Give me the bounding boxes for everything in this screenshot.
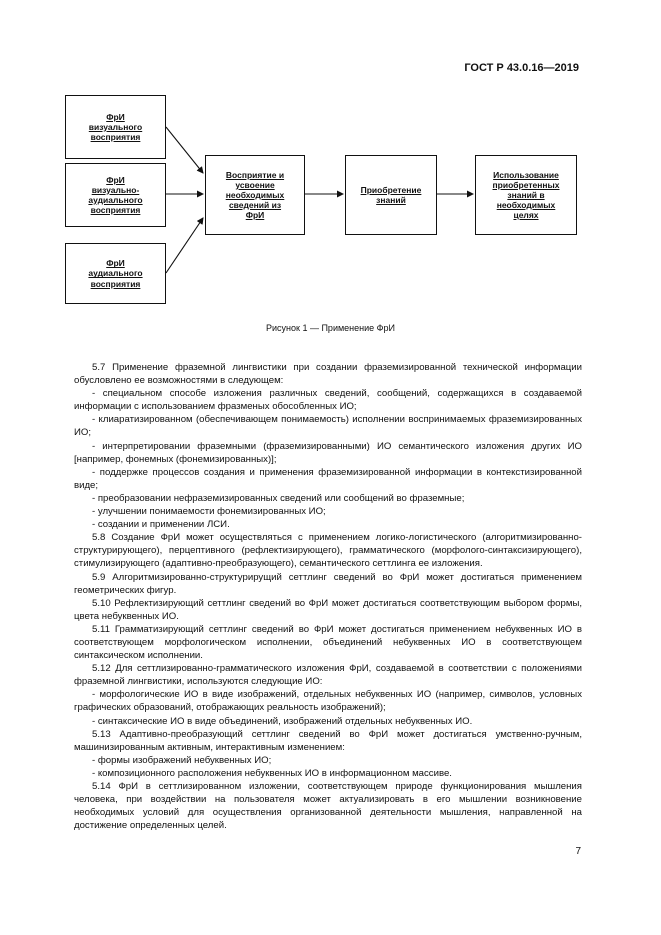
body-paragraph: 5.9 Алгоритмизированно-структурирущий сеттлинг сведений во ФрИ может достигаться применением геометрических фигур. xyxy=(74,571,582,596)
box-perception-assimilation: Восприятие и усвоение необходимых сведений из ФрИ xyxy=(205,155,305,235)
body-paragraph: 5.14 ФрИ в сеттлизированном изложении, соответствующем природе функционирования мышления человека, при воздействии на пользователя может актуализировать в его мышлении возникновение необходимых условий для осуществления организованной деятельности мышления, направленной на достижение определенных целей. xyxy=(74,781,582,832)
body-paragraph: - преобразовании нефраземизированных сведений или сообщений во фраземные; xyxy=(92,492,465,504)
body-paragraph: - поддержке процессов создания и применения фраземизированной информации в контекстизированной виде; xyxy=(74,466,582,491)
body-paragraph: - улучшении понимаемости фонемизированных ИО; xyxy=(92,506,326,518)
arrow-visual-to-perception xyxy=(166,127,203,173)
box-visual-perception: ФрИ визуального восприятия xyxy=(65,95,166,159)
body-paragraph: 5.13 Адаптивно-преобразующий сеттлинг сведений во ФрИ может достигаться умственно-ручным, машинизированным активным, интерактивным изменением: xyxy=(74,728,582,753)
box-knowledge-usage: Использование приобретенных знаний в необходимых целях xyxy=(475,155,577,235)
body-paragraph: - синтаксические ИО в виде объединений, изображений отдельных небуквенных ИО. xyxy=(92,715,473,727)
body-paragraph: - специальном способе изложения различных сведений, сообщений, содержащихся в создаваемой информации с использованием фразменых обособленных ИО; xyxy=(74,388,582,413)
figure-diagram xyxy=(0,0,661,320)
body-paragraph: - интерпретировании фраземными (фраземизированными) ИО семантического изложения других ИО [например, фонемных (фонемизированных)]; xyxy=(74,440,582,465)
figure-caption: Рисунок 1 — Применение ФрИ xyxy=(266,323,395,333)
body-paragraph: 5.11 Грамматизирующий сеттлинг сведений во ФрИ может достигаться применением небуквенных ИО в соответствующем морфологическом исполнении, объединений небуквенных ИО в соответствующем синтаксическом исполнении. xyxy=(74,623,582,662)
body-paragraph: - формы изображений небуквенных ИО; xyxy=(92,754,272,766)
body-paragraph: 5.7 Применение фраземной лингвистики при создании фраземизированной технической информации обусловлено ее возможностями в следующем: xyxy=(74,362,582,387)
page-number: 7 xyxy=(575,846,581,857)
document-standard-header: ГОСТ Р 43.0.16—2019 xyxy=(464,62,579,74)
box-audiovisual-perception: ФрИ визуально- аудиального восприятия xyxy=(65,163,166,227)
arrow-audio-to-perception xyxy=(166,218,203,273)
box-knowledge-acquisition: Приобретение знаний xyxy=(345,155,437,235)
body-paragraph: - создании и применении ЛСИ. xyxy=(92,519,230,531)
body-paragraph: 5.8 Создание ФрИ может осуществляться с применением логико-логистического (алгоритмизированно-структурирующего), перцептивного (рефлектизирующего), грамматического (морфолого-синтаксизирующего), стимулизирующего (адаптивно-преобразующего), семантического сеттлинга ее изложения. xyxy=(74,532,582,570)
document-body xyxy=(74,361,582,832)
body-paragraph: 5.12 Для сеттлизированно-грамматического изложения ФрИ, создаваемой в соответствии с положениями фраземной лингвистики, используются следующие ИО: xyxy=(74,663,582,688)
body-paragraph: - композиционного расположения небуквенных ИО в информационном массиве. xyxy=(92,767,452,779)
body-paragraph: 5.10 Рефлектизирующий сеттлинг сведений во ФрИ может достигаться соответствующим выбором формы, цвета небуквенных ИО. xyxy=(74,597,582,622)
box-audio-perception: ФрИ аудиального восприятия xyxy=(65,243,166,304)
body-paragraph: - клиаратизированном (обеспечивающем понимаемость) исполнении воспринимаемых фраземизированных ИО; xyxy=(74,414,582,439)
body-paragraph: - морфологические ИО в виде изображений, отдельных небуквенных ИО (например, символов, условных графических образований, отображающих реальность изображений); xyxy=(74,689,582,714)
